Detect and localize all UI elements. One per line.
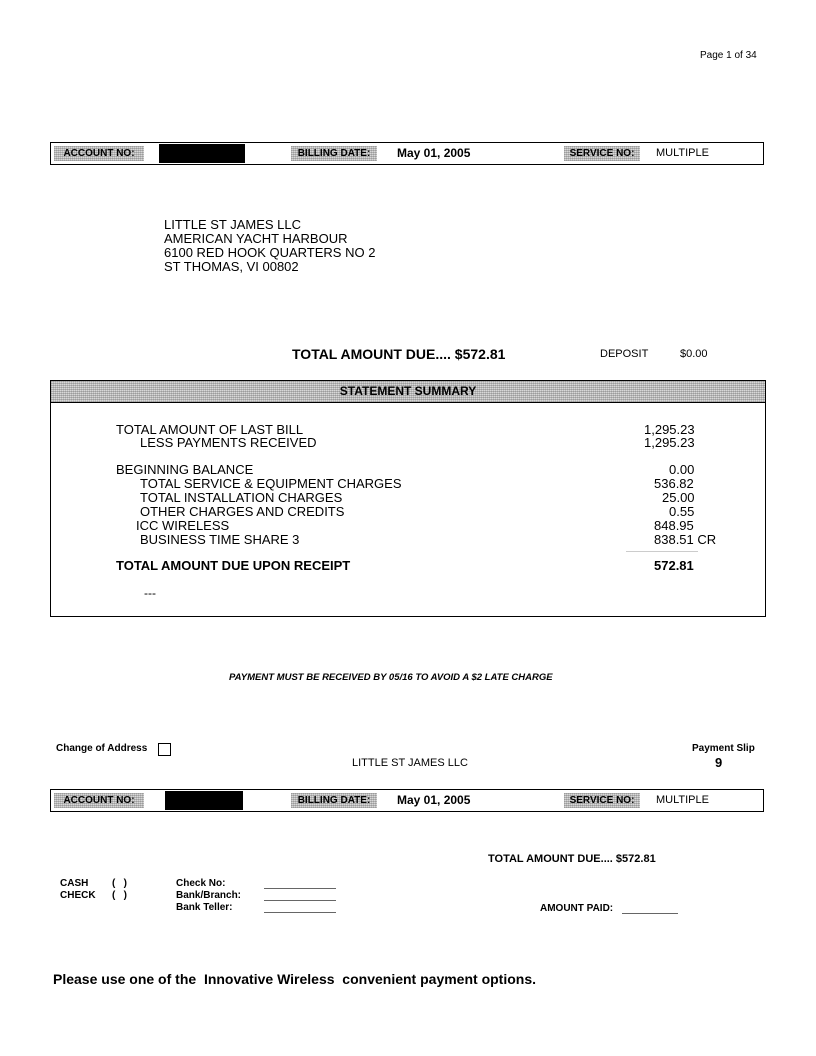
bank-teller-field[interactable] (264, 912, 336, 913)
account-no-label: ACCOUNT NO: (54, 793, 144, 808)
service-no-value: MULTIPLE (656, 147, 709, 159)
service-no-label: SERVICE NO: (564, 146, 640, 161)
statement-summary-box (50, 380, 766, 617)
address-line: LITTLE ST JAMES LLC (164, 217, 302, 232)
cash-label: CASH (60, 878, 89, 889)
late-charge-notice: PAYMENT MUST BE RECEIVED BY 05/16 TO AVOID A $2 LATE CHARGE (229, 672, 553, 683)
summary-row-label: LESS PAYMENTS RECEIVED (140, 435, 317, 450)
bank-teller-label: Bank Teller: (176, 902, 233, 913)
summary-row-label: BUSINESS TIME SHARE 3 (140, 532, 300, 547)
bank-branch-field[interactable] (264, 900, 336, 901)
summary-dashes: --- (144, 586, 156, 600)
change-of-address-checkbox[interactable] (158, 743, 171, 756)
summary-row-label: TOTAL SERVICE & EQUIPMENT CHARGES (140, 476, 402, 491)
total-divider (626, 551, 698, 552)
account-no-label: ACCOUNT NO: (54, 146, 144, 161)
deposit-value: $0.00 (680, 348, 708, 360)
amount-paid-field[interactable] (622, 913, 678, 914)
payment-slip-label: Payment Slip (692, 743, 755, 754)
check-no-label: Check No: (176, 878, 226, 889)
service-no-value: MULTIPLE (656, 794, 709, 806)
slip-customer-name: LITTLE ST JAMES LLC (352, 757, 468, 769)
statement-summary-title: STATEMENT SUMMARY (51, 381, 765, 403)
address-line: AMERICAN YACHT HARBOUR (164, 231, 348, 246)
summary-row-amount: 0.55 (669, 504, 695, 519)
mailing-address (164, 218, 375, 274)
summary-row-amount: 838.51 CR (654, 532, 717, 547)
deposit-label: DEPOSIT (600, 348, 649, 360)
bank-branch-label: Bank/Branch: (176, 890, 242, 901)
summary-row-amount: 848.95 (654, 518, 694, 533)
slip-total-amount-due: TOTAL AMOUNT DUE.... $572.81 (488, 853, 656, 865)
summary-row-label: TOTAL AMOUNT OF LAST BILL (116, 422, 304, 437)
check-no-field[interactable] (264, 888, 336, 889)
summary-row-amount: 0.00 (669, 462, 695, 477)
summary-row-label: OTHER CHARGES AND CREDITS (140, 504, 345, 519)
change-of-address-label: Change of Address (56, 743, 148, 754)
account-header-box (50, 142, 764, 165)
total-amount-due: TOTAL AMOUNT DUE.... $572.81 (292, 346, 506, 362)
summary-row-amount: 25.00 (662, 490, 695, 505)
page-number: Page 1 of 34 (700, 50, 757, 61)
address-line: 6100 RED HOOK QUARTERS NO 2 (164, 245, 376, 260)
summary-row-label: BEGINNING BALANCE (116, 462, 254, 477)
account-number-redacted (165, 791, 243, 810)
payment-slip-number: 9 (715, 755, 723, 770)
summary-total-amount: 572.81 (654, 558, 694, 573)
amount-paid-label: AMOUNT PAID: (540, 903, 614, 914)
check-checkbox[interactable]: ( ) (112, 890, 127, 901)
billing-date-label: BILLING DATE: (291, 146, 377, 161)
check-label: CHECK (60, 890, 96, 901)
cash-checkbox[interactable]: ( ) (112, 878, 127, 889)
billing-date-label: BILLING DATE: (291, 793, 377, 808)
payment-options-footer: Please use one of the Innovative Wireless convenient payment options. (53, 971, 536, 987)
billing-date-value: May 01, 2005 (397, 146, 471, 160)
service-no-label: SERVICE NO: (564, 793, 640, 808)
summary-row-label: ICC WIRELESS (136, 518, 230, 533)
summary-row-amount: 536.82 (654, 476, 694, 491)
summary-row-label: TOTAL INSTALLATION CHARGES (140, 490, 343, 505)
account-number-redacted (159, 144, 245, 163)
summary-total-label: TOTAL AMOUNT DUE UPON RECEIPT (116, 558, 351, 573)
summary-row-amount: 1,295.23 (644, 422, 695, 437)
summary-row-amount: 1,295.23 (644, 435, 695, 450)
slip-account-header-box (50, 789, 764, 812)
address-line: ST THOMAS, VI 00802 (164, 259, 299, 274)
billing-date-value: May 01, 2005 (397, 793, 471, 807)
